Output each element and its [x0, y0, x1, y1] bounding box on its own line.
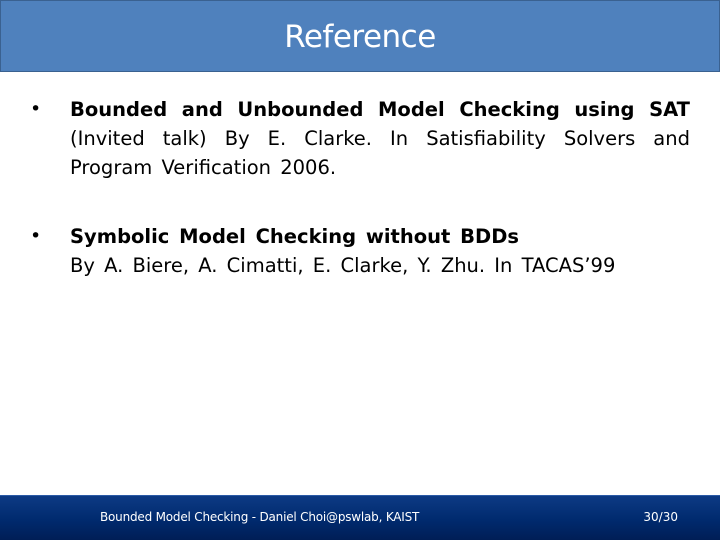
slide-title: Reference — [284, 19, 436, 55]
reference-details: By A. Biere, A. Cimatti, E. Clarke, Y. Zhu. In TACAS’99 — [70, 254, 616, 277]
reference-title: Bounded and Unbounded Model Checking using SAT — [70, 98, 690, 121]
reference-text — [70, 95, 690, 182]
bullet-marker: • — [30, 225, 42, 247]
reference-title: Symbolic Model Checking without BDDs — [70, 225, 519, 248]
reference-item — [30, 95, 690, 182]
footer-text: Bounded Model Checking - Daniel Choi@pswlab, KAIST — [100, 510, 420, 524]
reference-item — [30, 222, 690, 280]
bullet-marker: • — [30, 98, 42, 120]
reference-text — [70, 222, 690, 280]
slide-footer — [0, 495, 720, 540]
reference-details: (Invited talk) By E. Clarke. In Satisfiability Solvers and Program Verification 2006. — [70, 127, 690, 179]
page-number: 30/30 — [643, 510, 678, 524]
